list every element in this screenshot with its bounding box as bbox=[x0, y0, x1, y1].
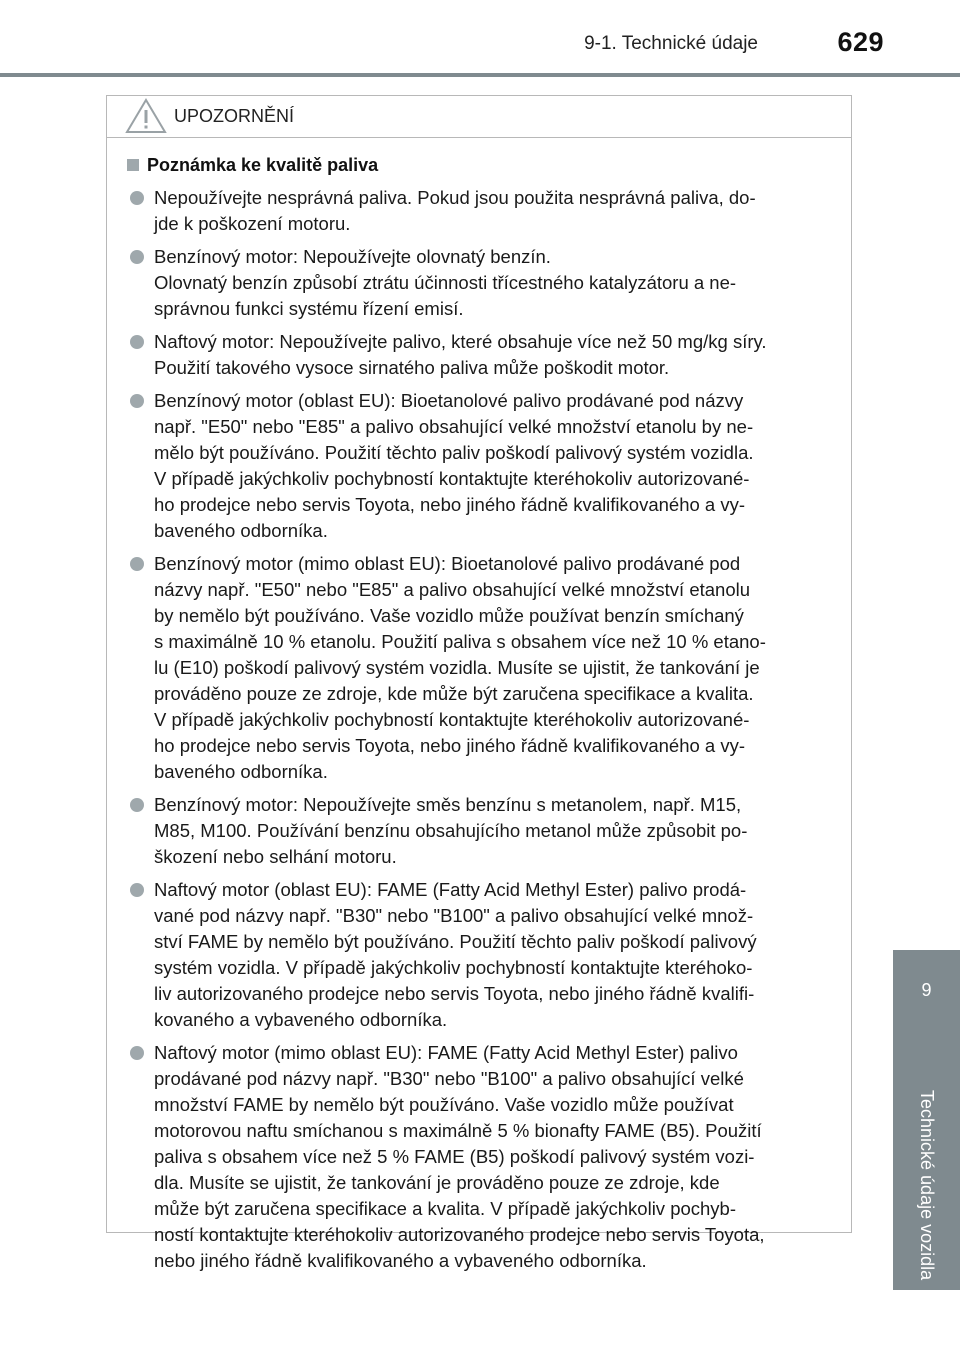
side-tab-label: Technické údaje vozidla bbox=[917, 1089, 937, 1280]
list-item-line: motorovou naftu smíchanou s maximálně 5 % bionafty FAME (B5). Použití bbox=[154, 1120, 762, 1141]
list-item-line: Benzínový motor: Nepoužívejte směs benzínu s metanolem, např. M15, bbox=[154, 794, 742, 815]
caution-title: UPOZORNĚNÍ bbox=[174, 106, 295, 126]
list-item-line: může být zaručena specifikace a kvalita. V případě jakýchkoliv pochyb- bbox=[154, 1198, 737, 1219]
list-item-line: Použití takového vysoce sirnatého paliva může poškodit motor. bbox=[154, 357, 670, 378]
list-item-line: Benzínový motor (mimo oblast EU): Bioetanolové palivo prodávané pod bbox=[154, 553, 741, 574]
list-item-line: Naftový motor: Nepoužívejte palivo, které obsahuje více než 50 mg/kg síry. bbox=[154, 331, 767, 352]
bullet-dot-icon bbox=[130, 394, 144, 408]
section-heading-text: Poznámka ke kvalitě paliva bbox=[147, 154, 379, 175]
list-item-line: Naftový motor (mimo oblast EU): FAME (Fatty Acid Methyl Ester) palivo bbox=[154, 1042, 738, 1063]
list-item-line: V případě jakýchkoliv pochybností kontaktujte kteréhokoliv autorizované- bbox=[154, 468, 750, 489]
page-header bbox=[0, 0, 960, 80]
list-item-line: Naftový motor (oblast EU): FAME (Fatty Acid Methyl Ester) palivo prodá- bbox=[154, 879, 747, 900]
list-item-line: názvy např. "E50" nebo "E85" a palivo obsahující velké množství etanolu bbox=[154, 579, 751, 600]
list-item-line: jde k poškození motoru. bbox=[154, 213, 351, 234]
list-item-line: systém vozidla. V případě jakýchkoliv pochybností kontaktujte kteréhoko- bbox=[154, 957, 753, 978]
list-item-line: baveného odborníka. bbox=[154, 761, 328, 782]
list-item-line: ho prodejce nebo servis Toyota, nebo jiného řádně kvalifikovaného a vy- bbox=[154, 494, 746, 515]
list-item-line: lu (E10) poškodí palivový systém vozidla. Musíte se ujistit, že tankování je bbox=[154, 657, 760, 678]
list-item bbox=[127, 244, 843, 322]
list-item bbox=[127, 388, 843, 544]
list-item-line: Olovnatý benzín způsobí ztrátu účinnosti třícestného katalyzátoru a ne- bbox=[154, 272, 737, 293]
list-item-line: mělo být používáno. Použití těchto paliv poškodí palivový systém vozidla. bbox=[154, 442, 754, 463]
list-item-line: paliva s obsahem více než 5 % FAME (B5) poškodí palivový systém vozi- bbox=[154, 1146, 755, 1167]
list-item-line: by nemělo být používáno. Vaše vozidlo může používat benzín smíchaný bbox=[154, 605, 744, 626]
list-item bbox=[127, 551, 843, 785]
square-bullet-icon bbox=[127, 159, 139, 171]
list-item-line: dla. Musíte se ujistit, že tankování je prováděno pouze ze zdroje, kde bbox=[154, 1172, 720, 1193]
list-item-line: množství FAME by nemělo být používáno. Vaše vozidlo může používat bbox=[154, 1094, 734, 1115]
list-item bbox=[127, 792, 843, 870]
chapter-title: 9-1. Technické údaje bbox=[584, 33, 758, 54]
bullet-dot-icon bbox=[130, 191, 144, 205]
list-item-line: Benzínový motor: Nepoužívejte olovnatý benzín. bbox=[154, 246, 551, 267]
caution-content bbox=[127, 153, 843, 1281]
list-item-line: prodávané pod názvy např. "B30" nebo "B100" a palivo obsahující velké bbox=[154, 1068, 744, 1089]
page-number: 629 bbox=[837, 27, 884, 57]
list-item-line: škození nebo selhání motoru. bbox=[154, 846, 397, 867]
caution-header bbox=[107, 96, 851, 138]
list-item-line: nebo jiného řádně kvalifikovaného a vybaveného odborníka. bbox=[154, 1250, 647, 1271]
list-item-line: M85, M100. Používání benzínu obsahujícího metanol může způsobit po- bbox=[154, 820, 748, 841]
list-item-line: s maximálně 10 % etanolu. Použití paliva s obsahem více než 10 % etano- bbox=[154, 631, 766, 652]
list-item bbox=[127, 1040, 843, 1274]
list-item bbox=[127, 877, 843, 1033]
bullet-dot-icon bbox=[130, 798, 144, 812]
bullet-list bbox=[127, 185, 843, 1274]
list-item-line: ství FAME by nemělo být používáno. Použití těchto paliv poškodí palivový bbox=[154, 931, 757, 952]
header-divider bbox=[0, 73, 960, 77]
chapter-side-tab bbox=[893, 950, 960, 1290]
list-item-line: ho prodejce nebo servis Toyota, nebo jiného řádně kvalifikovaného a vy- bbox=[154, 735, 746, 756]
section-heading bbox=[127, 153, 843, 177]
bullet-dot-icon bbox=[130, 335, 144, 349]
bullet-dot-icon bbox=[130, 557, 144, 571]
list-item-line: ností kontaktujte kteréhokoliv autorizovaného prodejce nebo servis Toyota, bbox=[154, 1224, 765, 1245]
list-item-line: Benzínový motor (oblast EU): Bioetanolové palivo prodávané pod názvy bbox=[154, 390, 744, 411]
list-item-line: kovaného a vybaveného odborníka. bbox=[154, 1009, 448, 1030]
bullet-dot-icon bbox=[130, 1046, 144, 1060]
list-item-line: např. "E50" nebo "E85" a palivo obsahující velké množství etanolu by ne- bbox=[154, 416, 754, 437]
list-item-line: prováděno pouze ze zdroje, kde může být zaručena specifikace a kvalita. bbox=[154, 683, 754, 704]
list-item-line: vané pod názvy např. "B30" nebo "B100" a palivo obsahující velké množ- bbox=[154, 905, 754, 926]
list-item-line: Nepoužívejte nesprávná paliva. Pokud jsou použita nesprávná paliva, do- bbox=[154, 187, 756, 208]
bullet-dot-icon bbox=[130, 250, 144, 264]
list-item-line: liv autorizovaného prodejce nebo servis Toyota, nebo jiného řádně kvalifi- bbox=[154, 983, 755, 1004]
list-item-line: V případě jakýchkoliv pochybností kontaktujte kteréhokoliv autorizované- bbox=[154, 709, 750, 730]
list-item-line: správnou funkci systému řízení emisí. bbox=[154, 298, 464, 319]
bullet-dot-icon bbox=[130, 883, 144, 897]
list-item-line: baveného odborníka. bbox=[154, 520, 328, 541]
side-tab-number: 9 bbox=[921, 980, 932, 1000]
list-item bbox=[127, 329, 843, 381]
warning-triangle-icon bbox=[125, 98, 167, 134]
caution-box bbox=[106, 95, 852, 1271]
list-item bbox=[127, 185, 843, 237]
